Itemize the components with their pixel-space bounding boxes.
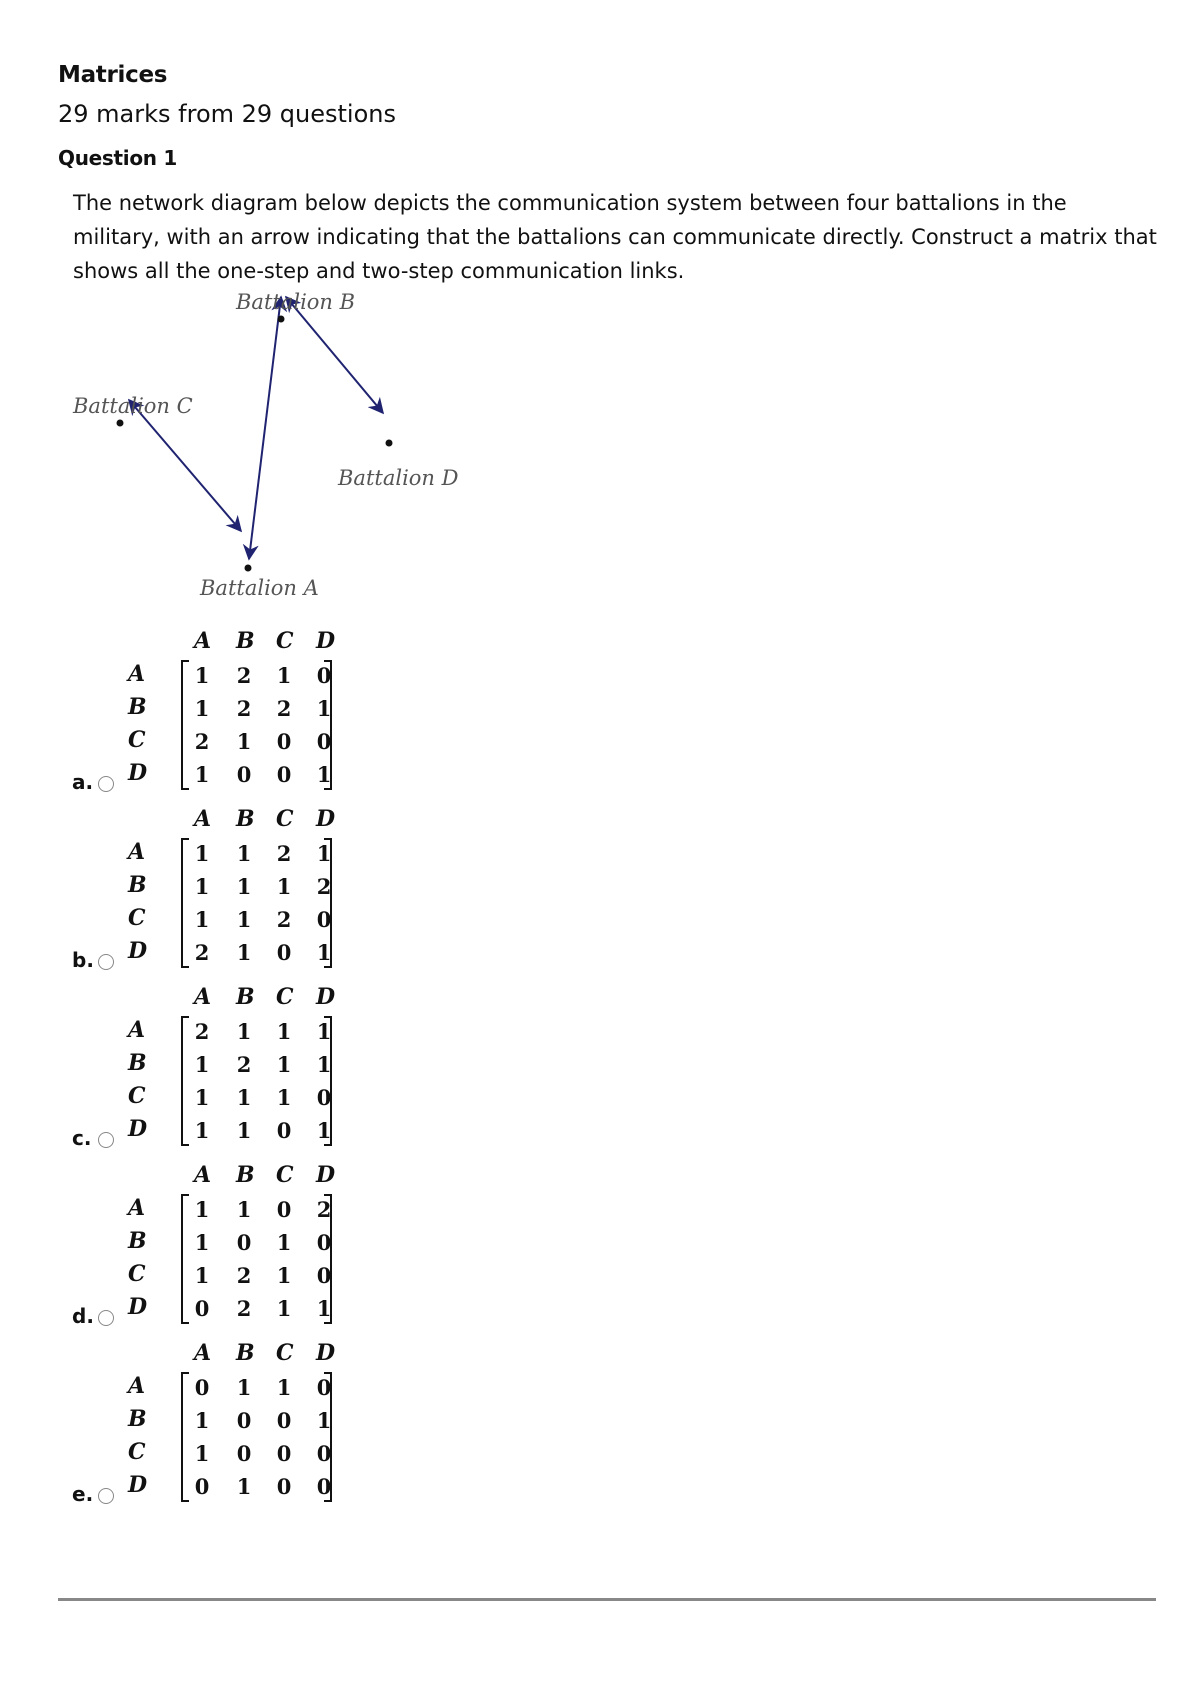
option-radio[interactable] (98, 1132, 114, 1148)
matrix-cell: 2 (276, 696, 292, 721)
matrix-cell: 0 (236, 1441, 252, 1466)
matrix-cell: 0 (316, 1441, 332, 1466)
matrix-cell: 1 (316, 762, 332, 787)
matrix-column-header: B (236, 628, 255, 654)
matrix-cell: 2 (236, 1263, 252, 1288)
matrix-cell: 1 (194, 1052, 210, 1077)
matrix-cell: 1 (194, 841, 210, 866)
matrix-cell: 0 (316, 729, 332, 754)
matrix-cell: 0 (316, 1230, 332, 1255)
matrix-cell: 1 (316, 841, 332, 866)
node-c-dot (117, 420, 124, 427)
matrix-row-header: D (128, 760, 148, 786)
node-a-label: Battalion A (200, 576, 319, 600)
matrix-cell: 1 (236, 729, 252, 754)
matrix-column-header: A (194, 984, 212, 1010)
matrix-cell: 0 (276, 1441, 292, 1466)
network-diagram (60, 285, 480, 605)
edge-c-a (129, 400, 241, 531)
matrix-cell: 1 (194, 762, 210, 787)
matrix-row-header: A (128, 839, 146, 865)
matrix-row-header: A (128, 1373, 146, 1399)
matrix-cell: 1 (236, 1375, 252, 1400)
matrix-column-header: C (276, 806, 294, 832)
matrix-cell: 1 (236, 907, 252, 932)
matrix-row-header: C (128, 727, 146, 753)
matrix-column-header: C (276, 1340, 294, 1366)
matrix-column-header: D (316, 1340, 336, 1366)
matrix-cell: 1 (194, 1085, 210, 1110)
matrix-left-bracket (181, 1016, 189, 1146)
matrix-cell: 1 (194, 696, 210, 721)
matrix-cell: 0 (276, 1408, 292, 1433)
matrix-left-bracket (181, 660, 189, 790)
matrix-cell: 0 (236, 762, 252, 787)
matrix-cell: 0 (276, 1118, 292, 1143)
matrix-column-header: B (236, 1162, 255, 1188)
edge-a-b (249, 297, 281, 559)
option-radio[interactable] (98, 1488, 114, 1504)
matrix-cell: 1 (194, 1230, 210, 1255)
matrix-cell: 2 (236, 663, 252, 688)
matrix-cell: 1 (276, 663, 292, 688)
matrix-cell: 1 (316, 940, 332, 965)
matrix-cell: 1 (276, 874, 292, 899)
matrix-cell: 1 (276, 1375, 292, 1400)
matrix-cell: 0 (194, 1375, 210, 1400)
matrix-column-header: B (236, 806, 255, 832)
matrix-row-header: B (128, 872, 147, 898)
node-c-label: Battalion C (73, 394, 193, 418)
answer-option[interactable] (68, 806, 368, 974)
answer-option[interactable] (68, 984, 368, 1152)
matrix-left-bracket (181, 838, 189, 968)
matrix-column-header: D (316, 1162, 336, 1188)
matrix-left-bracket (181, 1194, 189, 1324)
matrix-cell: 1 (276, 1230, 292, 1255)
matrix-row-header: C (128, 1261, 146, 1287)
matrix-column-header: C (276, 628, 294, 654)
matrix-row-header: A (128, 1195, 146, 1221)
matrix-cell: 1 (236, 1085, 252, 1110)
matrix-cell: 0 (276, 1474, 292, 1499)
answer-option[interactable] (68, 1340, 368, 1508)
matrix-cell: 2 (194, 940, 210, 965)
matrix-cell: 1 (236, 1197, 252, 1222)
marks-summary: 29 marks from 29 questions (58, 100, 396, 128)
matrix-cell: 0 (236, 1230, 252, 1255)
matrix-cell: 1 (194, 874, 210, 899)
matrix-cell: 1 (236, 1118, 252, 1143)
matrix-cell: 0 (316, 1085, 332, 1110)
option-radio[interactable] (98, 954, 114, 970)
matrix-row-header: D (128, 1116, 148, 1142)
matrix-row-header: A (128, 661, 146, 687)
matrix-cell: 1 (194, 907, 210, 932)
matrix-cell: 0 (236, 1408, 252, 1433)
matrix-column-header: C (276, 1162, 294, 1188)
matrix-cell: 1 (194, 1197, 210, 1222)
matrix-cell: 1 (276, 1019, 292, 1044)
node-a-dot (245, 565, 252, 572)
matrix-cell: 1 (194, 663, 210, 688)
matrix-cell: 1 (236, 1019, 252, 1044)
matrix-cell: 0 (276, 940, 292, 965)
matrix-cell: 1 (316, 1296, 332, 1321)
matrix-cell: 1 (236, 940, 252, 965)
matrix-cell: 2 (194, 1019, 210, 1044)
matrix-cell: 1 (194, 1118, 210, 1143)
page-title: Matrices (58, 62, 168, 88)
matrix-cell: 1 (236, 874, 252, 899)
matrix-row-header: C (128, 1083, 146, 1109)
matrix-row-header: B (128, 694, 147, 720)
option-label: e. (72, 1482, 94, 1506)
matrix-column-header: B (236, 1340, 255, 1366)
answer-option[interactable] (68, 1162, 368, 1330)
matrix-column-header: D (316, 628, 336, 654)
matrix-cell: 1 (236, 1474, 252, 1499)
node-d-dot (386, 440, 393, 447)
matrix-row-header: A (128, 1017, 146, 1043)
matrix-column-header: C (276, 984, 294, 1010)
matrix-cell: 1 (276, 1052, 292, 1077)
matrix-cell: 0 (194, 1296, 210, 1321)
question-text: The network diagram below depicts the communication system between four battalions in the military, with an arrow indicating that the battalions can communicate directly. Construct a matrix that shows all the one-step and two-step communication links. (73, 191, 1157, 283)
matrix-row-header: D (128, 1294, 148, 1320)
matrix-cell: 2 (276, 907, 292, 932)
matrix-cell: 0 (276, 762, 292, 787)
matrix-cell: 1 (194, 1441, 210, 1466)
matrix-cell: 2 (236, 696, 252, 721)
option-radio[interactable] (98, 776, 114, 792)
matrix-cell: 1 (316, 1408, 332, 1433)
matrix-row-header: B (128, 1406, 147, 1432)
matrix-cell: 1 (276, 1296, 292, 1321)
matrix-cell: 1 (276, 1085, 292, 1110)
matrix-cell: 0 (316, 1375, 332, 1400)
matrix-cell: 2 (276, 841, 292, 866)
matrix-cell: 0 (276, 729, 292, 754)
footer-divider (58, 1598, 1156, 1601)
matrix-cell: 0 (276, 1197, 292, 1222)
matrix-cell: 0 (316, 1474, 332, 1499)
matrix-cell: 2 (316, 874, 332, 899)
matrix-cell: 2 (236, 1296, 252, 1321)
matrix-row-header: D (128, 938, 148, 964)
matrix-cell: 0 (316, 663, 332, 688)
matrix-column-header: A (194, 806, 212, 832)
matrix-column-header: A (194, 1162, 212, 1188)
matrix-cell: 1 (236, 841, 252, 866)
matrix-cell: 1 (316, 696, 332, 721)
node-b-dot (278, 316, 285, 323)
matrix-row-header: B (128, 1228, 147, 1254)
matrix-cell: 1 (194, 1408, 210, 1433)
option-label: a. (72, 770, 94, 794)
matrix-column-header: A (194, 628, 212, 654)
matrix-cell: 1 (316, 1118, 332, 1143)
matrix-row-header: D (128, 1472, 148, 1498)
matrix-column-header: B (236, 984, 255, 1010)
matrix-cell: 0 (194, 1474, 210, 1499)
option-label: c. (72, 1126, 92, 1150)
option-radio[interactable] (98, 1310, 114, 1326)
matrix-left-bracket (181, 1372, 189, 1502)
edge-b-d (286, 297, 383, 413)
answer-option[interactable] (68, 628, 368, 796)
matrix-cell: 2 (194, 729, 210, 754)
matrix-column-header: A (194, 1340, 212, 1366)
matrix-column-header: D (316, 806, 336, 832)
matrix-row-header: C (128, 905, 146, 931)
matrix-cell: 0 (316, 907, 332, 932)
node-b-label: Battalion B (236, 290, 356, 314)
question-number: Question 1 (58, 146, 177, 170)
matrix-cell: 2 (316, 1197, 332, 1222)
matrix-cell: 1 (316, 1052, 332, 1077)
matrix-cell: 1 (276, 1263, 292, 1288)
matrix-column-header: D (316, 984, 336, 1010)
option-label: b. (72, 948, 94, 972)
option-label: d. (72, 1304, 94, 1328)
node-d-label: Battalion D (338, 466, 459, 490)
matrix-row-header: B (128, 1050, 147, 1076)
matrix-cell: 2 (236, 1052, 252, 1077)
matrix-cell: 0 (316, 1263, 332, 1288)
matrix-cell: 1 (316, 1019, 332, 1044)
matrix-row-header: C (128, 1439, 146, 1465)
matrix-cell: 1 (194, 1263, 210, 1288)
